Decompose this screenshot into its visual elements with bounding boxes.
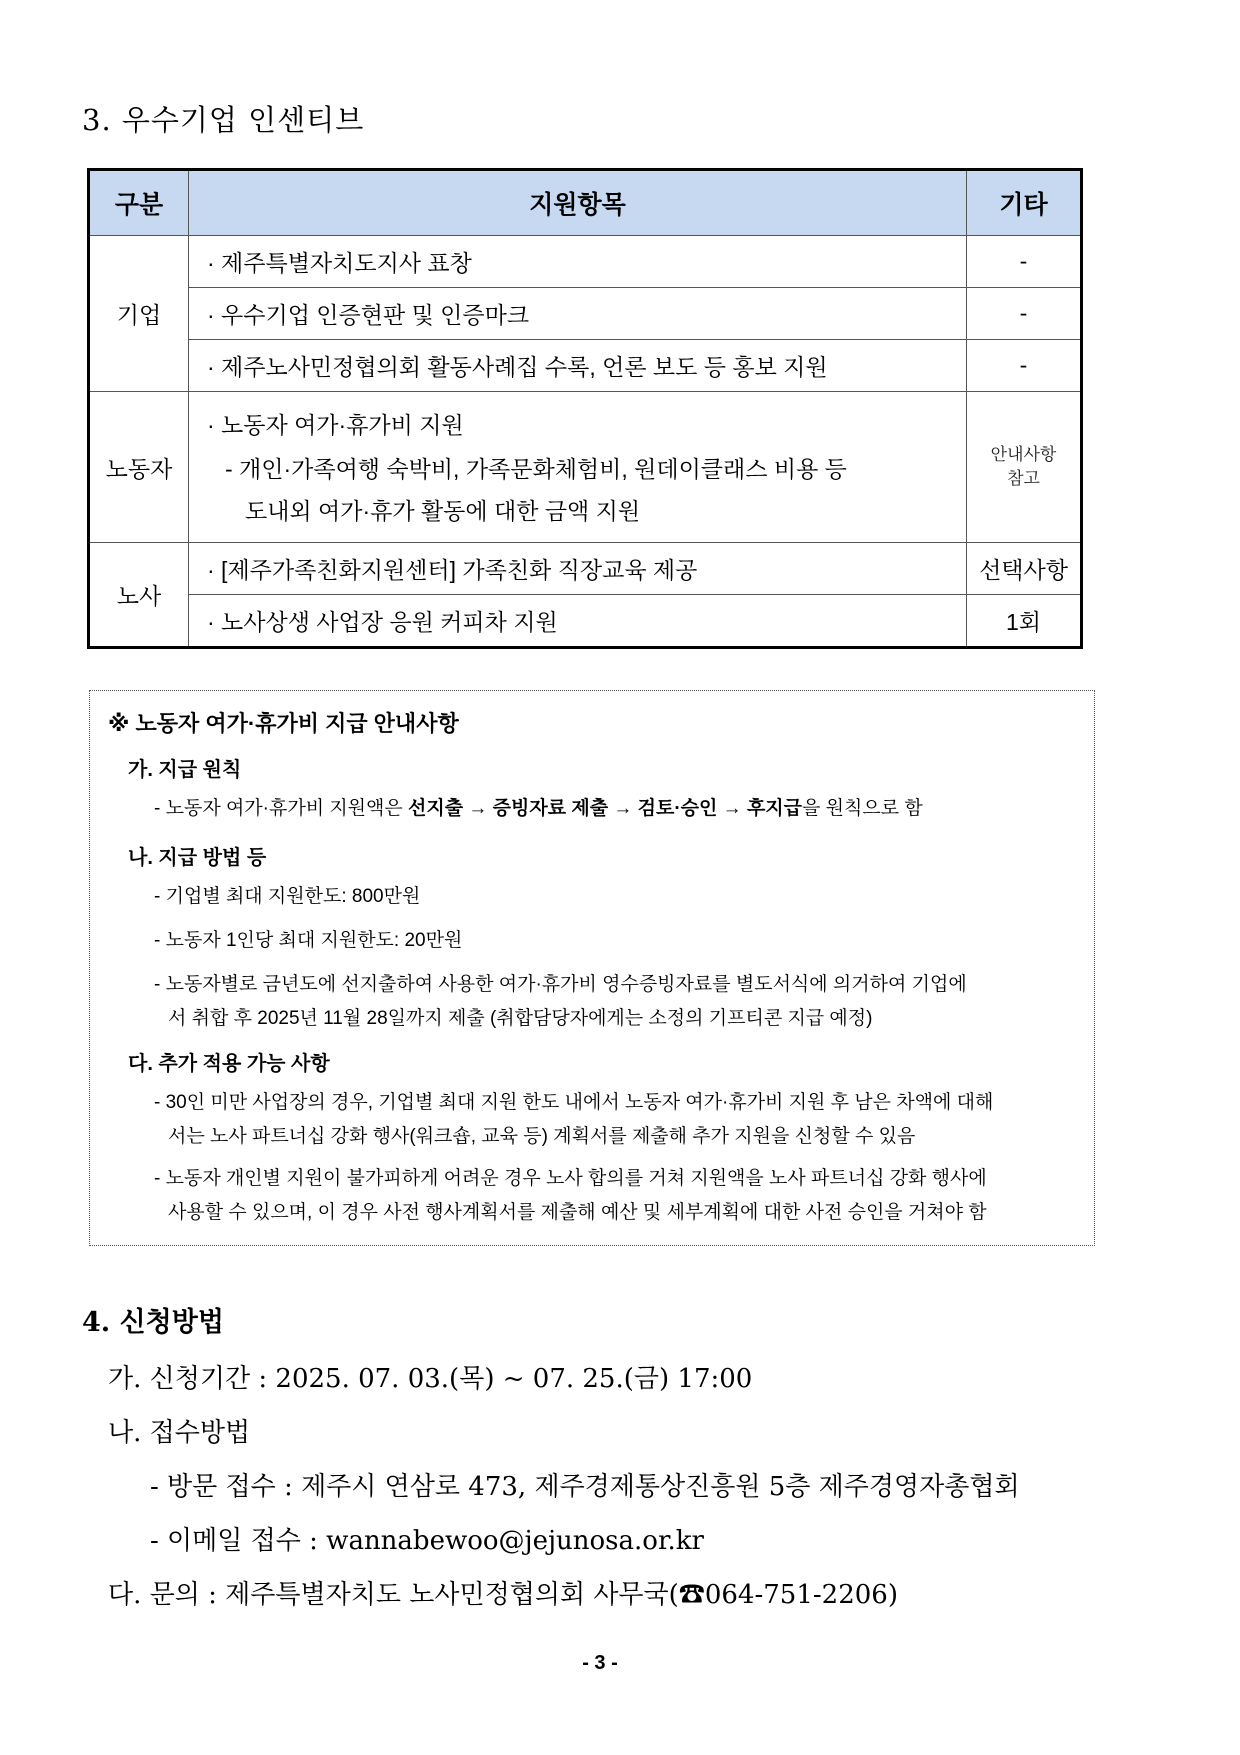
incentive-table: [87, 168, 1083, 649]
table-row: [89, 543, 1082, 595]
item-cell: · 제주노사민정협의회 활동사례집 수록, 언론 보도 등 홍보 지원: [189, 340, 967, 392]
etc-cell: -: [967, 340, 1082, 392]
notice-item-continued: [154, 1195, 1084, 1231]
section4-title: 4. 신청방법: [82, 1307, 224, 1338]
table-row: [89, 288, 1082, 340]
email-method: - 이메일 접수 : wannabewoo@jejunosa.or.kr: [150, 1526, 704, 1556]
etc-cell: 1회: [967, 595, 1082, 648]
page-number: - 3 -: [582, 1652, 618, 1674]
notice-item-continued: [154, 1119, 1084, 1155]
step-review: 검토·승인: [637, 798, 718, 819]
notice-heading-a: 가. 지급 원칙: [128, 759, 242, 781]
etc-note-line1: 안내사항: [990, 445, 1057, 464]
item-cell: [189, 392, 967, 543]
notice-title: ※ 노동자 여가·휴가비 지급 안내사항: [108, 711, 459, 736]
inquiry-close: ): [887, 1580, 898, 1610]
notice-item: - 노동자별로 금년도에 선지출하여 사용한 여가·휴가비 영수증빙자료를 별도서식에 의거하여 기업에: [154, 974, 967, 995]
notice-item-continued: [154, 1001, 1084, 1037]
application-period: 가. 신청기간 : 2025. 07. 03.(목) ~ 07. 25.(금) 17:00: [108, 1364, 753, 1394]
notice-item-continued-text: 서 취합 후 2025년 11월 28일까지 제출 (취합담당자에게는 소정의 기프티콘 지급 예정): [168, 1008, 873, 1029]
item-cell: · 노사상생 사업장 응원 커피차 지원: [189, 595, 967, 648]
phone-number: 064-751-2206: [704, 1580, 888, 1610]
notice-item: - 노동자 1인당 최대 지원한도: 20만원: [154, 930, 463, 951]
principle-prefix: - 노동자 여가·휴가비 지원액은: [154, 798, 409, 819]
table-row: [89, 595, 1082, 648]
notice-box: [89, 690, 1095, 1246]
step-postpay: 후지급: [746, 798, 802, 819]
principle-suffix: 을 원칙으로 함: [802, 798, 923, 819]
notice-heading-b: 나. 지급 방법 등: [128, 847, 267, 869]
notice-item: - 30인 미만 사업장의 경우, 기업별 최대 지원 한도 내에서 노동자 여가·휴가비 지원 후 남은 차액에 대해: [154, 1092, 994, 1113]
inquiry-line: [108, 1574, 898, 1611]
inquiry-text: 다. 문의 : 제주특별자치도 노사민정협의회 사무국(: [108, 1580, 679, 1610]
item-cell: · 제주특별자치도지사 표창: [189, 236, 967, 288]
etc-note-line2: 참고: [1007, 469, 1040, 488]
etc-cell: -: [967, 236, 1082, 288]
method-heading: 나. 접수방법: [108, 1418, 251, 1448]
col-header-item: 지원항목: [189, 170, 967, 236]
category-cell: 노동자: [89, 392, 189, 543]
item-cell: · 우수기업 인증현판 및 인증마크: [189, 288, 967, 340]
phone-icon: ☎: [678, 1580, 705, 1610]
step-prepay: 선지출: [408, 798, 464, 819]
visit-method: - 방문 접수 : 제주시 연삼로 473, 제주경제통상진흥원 5층 제주경영자총협회: [150, 1472, 1020, 1502]
col-header-etc: 기타: [967, 170, 1082, 236]
arrow-icon: →: [463, 798, 493, 819]
notice-principle-line: [154, 791, 1084, 827]
item-cell: · [제주가족친화지원센터] 가족친화 직장교육 제공: [189, 543, 967, 595]
category-cell: 기업: [89, 236, 189, 392]
table-row: [89, 392, 1082, 543]
notice-item: - 노동자 개인별 지원이 불가피하게 어려운 경우 노사 합의를 거쳐 지원액을 노사 파트너십 강화 행사에: [154, 1168, 987, 1189]
etc-cell: 선택사항: [967, 543, 1082, 595]
arrow-icon: →: [608, 798, 638, 819]
item-sub-continued: 도내외 여가·휴가 활동에 대한 금액 지원: [245, 498, 641, 524]
item-sub: - 개인·가족여행 숙박비, 가족문화체험비, 원데이클래스 비용 등: [225, 456, 847, 482]
notice-item-continued-text: 서는 노사 파트너십 강화 행사(워크숍, 교육 등) 계획서를 제출해 추가 지원을 신청할 수 있음: [168, 1126, 916, 1147]
arrow-icon: →: [717, 798, 747, 819]
step-evidence: 증빙자료 제출: [492, 798, 609, 819]
notice-item: - 기업별 최대 지원한도: 800만원: [154, 886, 421, 907]
table-row: [89, 236, 1082, 288]
notice-heading-c: 다. 추가 적용 가능 사항: [128, 1053, 330, 1075]
notice-item-continued-text: 사용할 수 있으며, 이 경우 사전 행사계획서를 제출해 예산 및 세부계획에 대한 사전 승인을 거쳐야 함: [168, 1202, 987, 1223]
col-header-category: 구분: [89, 170, 189, 236]
etc-cell: -: [967, 288, 1082, 340]
item-main: · 노동자 여가·휴가비 지원: [207, 412, 464, 438]
etc-cell: [967, 392, 1082, 543]
category-cell: 노사: [89, 543, 189, 648]
table-row: [89, 340, 1082, 392]
section3-title: 3. 우수기업 인센티브: [82, 103, 365, 137]
